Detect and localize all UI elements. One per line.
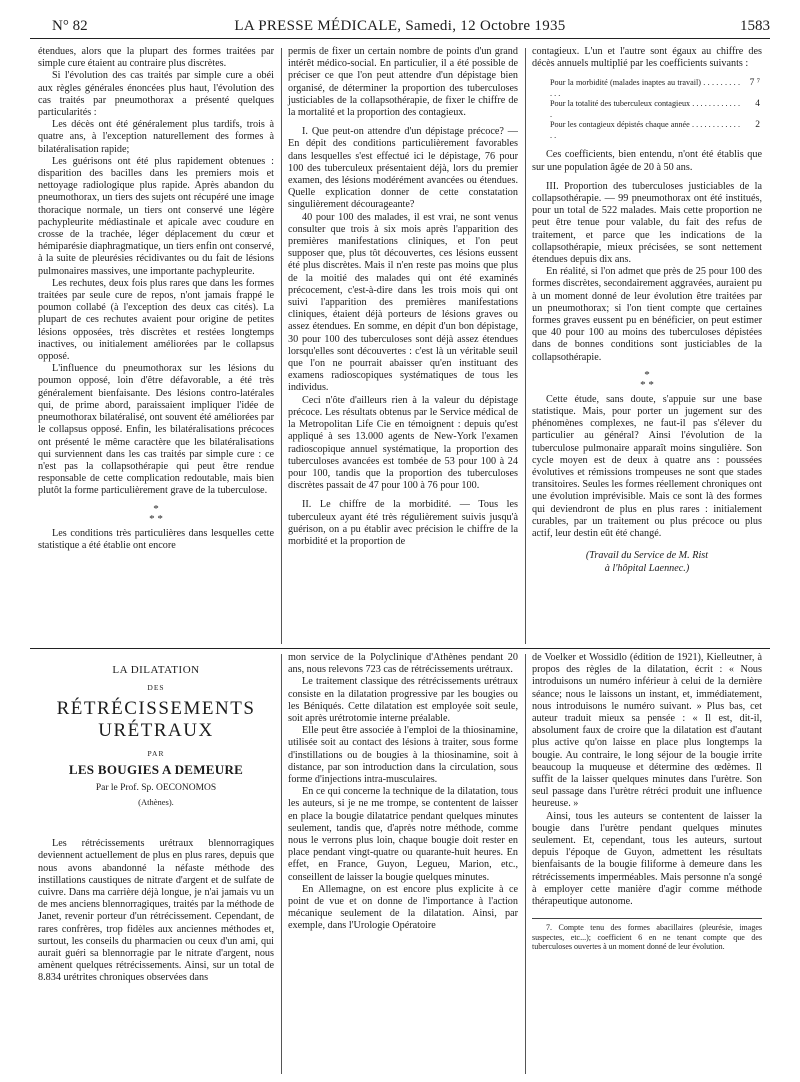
coefficient-row: Pour la totalité des tuberculeux contagieux . . . . . . . . . . . . . 4 bbox=[550, 99, 760, 119]
paragraph: En ce qui concerne la technique de la dilatation, tous les auteurs, si je ne me trompe, se contentent de laisser en place la bougie dilatatrice pendant quelques minutes seulement, tandis que, d'après notre méthode, comme nous le verrons plus loin, chaque bougie doit rester en place pendant vingt-quatre ou quarante-huit heures. En effet, en France, Guyon, Legueu, Marion, etc., conseillent de laisser la bougie quelques minutes. bbox=[288, 786, 518, 883]
coefficient-row: Pour les contagieux dépistés chaque année . . . . . . . . . . . . . . 2 bbox=[550, 120, 760, 140]
article-subtitle: LES BOUGIES A DEMEURE bbox=[68, 761, 244, 777]
paragraph: Ceci n'ôte d'ailleurs rien à la valeur du dépistage précoce. Les résultats obtenus par le Service médical de la Metropolitan Life Cie en témoignent : depuis qu'est appliqué à ses 13.000 agents de New-York l'examen radioscopique annuel systématique, la proportion des tuberculoses avancées est tombée de 53 pour 100 à 24 pour 100, tandis que la proportion des tuberculoses discrètes passait de 47 pour 100 à 76 pour 100. bbox=[288, 394, 518, 492]
column-divider bbox=[281, 48, 282, 644]
top-column-3 bbox=[532, 46, 762, 575]
coefficient-row: Pour la morbidité (malades inaptes au travail) . . . . . . . . . . . . 7 ⁷ bbox=[550, 78, 760, 98]
paragraph: En Allemagne, on est encore plus explicite à ce point de vue et on donne de l'importance à l'action mécanique seulement de la dilatation. Ainsi, par exemple, dans l'Urologie Opératoire bbox=[288, 883, 518, 932]
article-title: URÉTRAUX bbox=[98, 720, 214, 742]
top-column-1 bbox=[38, 46, 274, 552]
running-header bbox=[30, 16, 770, 39]
author: Par le Prof. Sp. OECONOMOS bbox=[95, 782, 217, 793]
article-column-1 bbox=[38, 652, 274, 985]
paragraph: de Voelker et Wossidlo (édition de 1921), Kielleutner, à propos des règles de la dilatation, écrit : « Nous introduisons un numéro inférieur à celui de la dernière séance; nous le laissons un instant, et, immédiatement, nous introduisons le numéro suivant. » Plus bas, cet auteur traduit mieux sa pensée : « Il est, dit-il, absolument faux de croire que la dilatation est d'autant plus active qu'on laisse en place plus longtemps la bougie. Au contraire, le long séjour de la bougie irrite beaucoup la muqueuse et détermine des œdèmes. Il suffit de la laisser quelques minutes dans l'urètre. Son seul passage dans l'urètre rétréci produit une influence heureuse. » bbox=[532, 652, 762, 810]
paragraph: Les décès ont été généralement plus tardifs, trois à quatre ans, à l'exception naturellement des formes à bilatéralisation rapide; bbox=[38, 119, 274, 155]
page-number: 1583 bbox=[740, 18, 770, 34]
coefficients-list bbox=[550, 78, 762, 141]
paragraph: Les conditions très particulières dans lesquelles cette statistique a été établie ont encore bbox=[38, 527, 274, 551]
author-city: (Athènes). bbox=[138, 797, 174, 808]
paragraph: Les rétrécissements urétraux blennorragiques deviennent actuellement de plus en plus rares, depuis que nous avons abandonné la néfaste méthode des instillations caustiques de nitrate d'argent et de sulfate de cuivre. Dans ma carrière déjà longue, je n'ai jamais vu un de mes anciens blennorragiques, traités par la méthode de Janet, revenir porteur d'un rétrécissement. Cependant, de rares confrères, trop fidèles aux anciennes méthodes et, surtout, les conseils du pharmacien ou ceux d'un ami, qui aurait guéri sa blennorragie par le nitrate d'argent, nous amènent quelques rétrécissements. Ainsi, sur un total de 8.834 urétrites chroniques observées dans bbox=[38, 838, 274, 984]
paragraph: 40 pour 100 des malades, il est vrai, ne sont venus consulter que trois à six mois après l'apparition des premières manifestations cliniques, et l'on peut supposer que, plus tôt découvertes, ces lésions eussent été plus discrètes. Mais il n'en reste pas moins que plus de la moitié des malades qui ont été examinés précocement, c'est-à-dire dans les trois mois qui ont suivi l'apparition des premières manifestations cliniques, étaient déjà porteurs de lésions graves ou assez étendues. En somme, en dépit d'un bon dépistage, 30 pour 100 des tuberculoses sont déjà assez étendues lorsqu'elles sont découvertes : c'est là un véritable seuil que l'on ne pourrait abaisser qu'en instituant des examens radioscopiques systématiques de tous les individus. bbox=[288, 211, 518, 394]
column-divider bbox=[281, 654, 282, 1074]
article-kicker: LA DILATATION bbox=[112, 664, 200, 676]
column-divider bbox=[525, 48, 526, 644]
paragraph: Les rechutes, deux fois plus rares que dans les formes traitées par seule cure de repos, n'ont jamais frappé le poumon collabé (à l'exception des deux cas cités). La plupart de ces rechutes avaient pour origine de petites lésions opposées, très discrètes et restées longtemps inactives, ou initialement améliorées par le collapsus opposé. bbox=[38, 277, 274, 363]
top-column-2 bbox=[288, 46, 518, 548]
paragraph: mon service de la Polyclinique d'Athènes pendant 20 ans, nous relevons 723 cas de rétrécissements urétraux. bbox=[288, 652, 518, 676]
paragraph: Cette étude, sans doute, s'appuie sur une base statistique. Mais, pour porter un jugement sur des phénomènes complexes, ne faut-il pas s'élever du particulier au général? Ainsi l'évolution de la tuberculose pulmonaire apparaît moins singulière. Son cycle moyen est de deux à quatre ans : poussées évolutives et rémissions trompeuses ne sont que stades transitoires. Seules les formes réellement chroniques ont une évolution imprévisible. Mais ce sont là des formes qui deviendront de plus en plus rares : initialement curables, par un traitement ou plus précoce ou plus actif, leur destin eût été changé. bbox=[532, 393, 763, 540]
section-stars: * * * bbox=[640, 368, 654, 391]
section-stars: * * * bbox=[149, 502, 163, 525]
article-column-3 bbox=[532, 652, 762, 952]
paragraph: En réalité, si l'on admet que près de 25 pour 100 des formes discrètes, secondairement aggravées, auraient pu à un moment donné de leur évolution être traitées par un pneumothorax; si l'on tient compte que certaines formes graves eussent pu en bénéficier, on peut estimer que 40 pour 100 au moins des tuberculoses dépistées dans de bonnes conditions sont justiciables de la collapsothérapie. bbox=[532, 266, 762, 363]
paragraph: permis de fixer un certain nombre de points d'un grand intérêt médico-social. En particulier, il a été possible de préciser ce que l'on peut attendre d'un dépistage bien organisé, de déterminer la proportion des tuberculoses justiciables de la collapsothérapie, de fixer le chiffre de la mortalité et la proportion des contagieux. bbox=[288, 46, 518, 119]
signature: (Travail du Service de M. Rist à l'hôpital Laennec.) bbox=[585, 550, 709, 574]
paragraph: Les guérisons ont été plus rapidement obtenues : disparition des bacilles dans les premiers mois et nettoyage radiologique plus rapide. Après abandon du pneumothorax, un tiers des sujets ont récupéré une image thoracique normale, un tiers ont conservé une légère pachypleurite médiastinale et apicale avec coudure en crosse de la trachée, léger déplacement du cœur et hémiparésie diaphragmatique, un tiers enfin ont conservé, à la suite de pleurésies récidivantes ou du fait de lésions pulmonaires massives, une importante pachypleurite. bbox=[38, 155, 274, 277]
paragraph: L'influence du pneumothorax sur les lésions du poumon opposé, loin d'être défavorable, a été très généralement bienfaisante. Des lésions contro-latérales qui, de prime abord, paraissaient impliquer l'idée de pneumothorax bilatéralisé, ont souvent été améliorées par le collapsus opposé. Enfin, les bilatéralisations précoces ont présenté le même caractère que les bilatéralisations qui surviennent dans les cas traités par simple cure : ce n'est pas la collapsothérapie qui peut être rendue responsable de cette complication redoutable, mais bien plutôt la forme particulièrement grave de la tuberculose. bbox=[38, 363, 274, 497]
paragraph: étendues, alors que la plupart des formes traitées par simple cure étaient au contraire plus discrètes. bbox=[38, 46, 274, 70]
column-divider bbox=[525, 654, 526, 1074]
article-title: RÉTRÉCISSEMENTS bbox=[56, 698, 256, 720]
paragraph: contagieux. L'un et l'autre sont égaux au chiffre des décès annuels multiplié par les coefficients suivants : bbox=[532, 46, 762, 70]
issue-number: N° 82 bbox=[52, 18, 88, 34]
paragraph: Le traitement classique des rétrécissements urétraux consiste en la dilatation progressive par les bougies ou les Béniqués. Cette dilatation est employée soit seule, soit après urétrotomie interne préalable. bbox=[288, 676, 518, 725]
section-divider bbox=[30, 648, 770, 649]
section-paragraph: I. Que peut-on attendre d'un dépistage précoce? — En dépit des conditions particulièrement favorables dans lesquelles s'est effectué ici le dépistage, 76 pour 100 des tuberculeux présentaient déjà, lors du premier examen, des lésions modérément avancées ou étendues. Quelle explication donner de cette constatation singulièrement décourageante? bbox=[288, 126, 518, 211]
paragraph: Ainsi, tous les auteurs se contentent de laisser la bougie dans l'urètre pendant quelques minutes seulement. Et, cependant, tous les auteurs, surtout depuis l'époque de Guyon, admettent les résultats bienfaisants de la bougie filiforme à demeure dans les rétrécissements imperméables. Mais personne n'a songé à employer cette manière d'agir comme méthode thérapeutique autonome. bbox=[532, 810, 762, 908]
section-paragraph: III. Proportion des tuberculoses justiciables de la collapsothérapie. — 99 pneumothorax ont été institués, pour un total de 522 malades. Mais cette proportion ne peut être tenue pour valable, du fait des refus de traitement, et parce que les indications de la collapsothérapie, mieux précisées, se sont nettement étendues depuis dix ans. bbox=[532, 180, 762, 266]
paragraph: Ces coefficients, bien entendu, n'ont été établis que sur une population âgée de 20 à 50 ans. bbox=[532, 149, 762, 173]
article-heading: LA DILATATION DES RÉTRÉCISSEMENTS URÉTRAUX PAR LES BOUGIES A DEMEURE Par le Prof. Sp. OECONOMOS (Athènes). bbox=[38, 664, 274, 808]
footnote: 7. Compte tenu des formes abacillaires (pleurésie, images suspectes, etc...); coefficient 6 en ne tenant compte que des tuberculoses ouvertes à un moment donné de leur évolution. bbox=[532, 918, 762, 952]
paragraph: Elle peut être associée à l'emploi de la thiosinamine, utilisée soit au contact des lésions à traiter, sous forme d'instillations ou de bougies à la thiosinamine, soit à distance, par son introduction dans la circulation, sous forme d'injections intra-musculaires. bbox=[288, 725, 518, 786]
journal-title: LA PRESSE MÉDICALE, Samedi, 12 Octobre 1935 bbox=[234, 18, 566, 34]
paragraph: Si l'évolution des cas traités par simple cure a obéi aux règles générales énoncées plus haut, l'évolution des cas traités par pneumothorax a présenté quelques particularités : bbox=[38, 70, 274, 119]
section-paragraph: II. Le chiffre de la morbidité. — Tous les tuberculeux ayant été très régulièrement suivis jusqu'à guérison, on a pu établir avec précision le chiffre de la morbidité et la proportion de bbox=[288, 499, 518, 547]
article-column-2 bbox=[288, 652, 518, 933]
